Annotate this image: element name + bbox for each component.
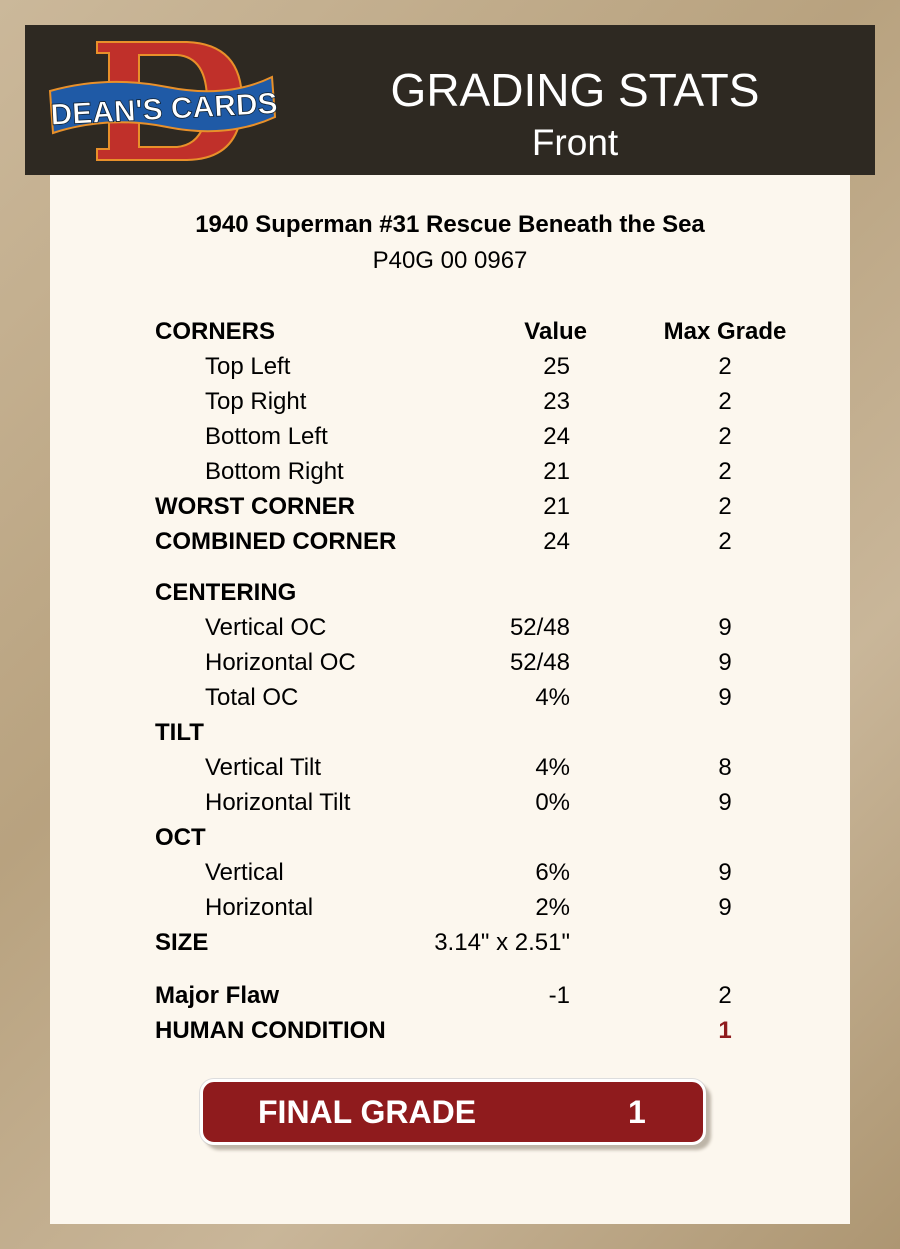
card-title: 1940 Superman #31 Rescue Beneath the Sea <box>195 211 705 238</box>
stat-label: Major Flaw <box>155 982 280 1009</box>
stat-label: Vertical OC <box>205 614 327 641</box>
stat-value: 21 <box>543 493 570 520</box>
stat-label: Horizontal OC <box>205 649 356 676</box>
stat-row <box>155 349 815 384</box>
stat-row <box>155 715 815 750</box>
stat-label: COMBINED CORNER <box>155 528 397 555</box>
stat-label: Bottom Left <box>205 423 328 450</box>
stat-value: 6% <box>535 859 570 886</box>
stat-max-grade: 9 <box>718 894 732 921</box>
stat-label: OCT <box>155 824 206 851</box>
stat-label: Top Left <box>205 353 291 380</box>
stat-max-grade: Max Grade <box>663 318 787 345</box>
stat-label: Bottom Right <box>205 458 344 485</box>
stat-value: 3.14" x 2.51" <box>434 929 570 956</box>
stat-row <box>155 855 815 890</box>
svg-text:DEAN'S CARDS: DEAN'S CARDS <box>49 87 279 132</box>
stat-max-grade: 2 <box>718 388 732 415</box>
stat-row <box>155 575 815 610</box>
stat-max-grade: 1 <box>718 1017 732 1044</box>
stat-label: HUMAN CONDITION <box>155 1017 386 1044</box>
stat-max-grade: 9 <box>718 859 732 886</box>
stat-row <box>155 890 815 925</box>
stat-max-grade: 2 <box>718 423 732 450</box>
stat-value: 4% <box>535 754 570 781</box>
card-id: P40G 00 0967 <box>372 247 528 274</box>
deans-cards-logo <box>47 39 282 163</box>
header <box>25 25 875 175</box>
stat-max-grade: 8 <box>718 754 732 781</box>
stat-value: 24 <box>543 423 570 450</box>
stat-value: 21 <box>543 458 570 485</box>
page-title: GRADING STATS <box>390 64 760 116</box>
stat-row <box>155 314 815 349</box>
stat-row <box>155 610 815 645</box>
stat-label: Horizontal <box>205 894 314 921</box>
stat-label: SIZE <box>155 929 209 956</box>
stat-row <box>155 820 815 855</box>
stat-label: TILT <box>155 719 204 746</box>
stat-value: 25 <box>543 353 570 380</box>
stat-label: Total OC <box>205 684 299 711</box>
stat-row <box>155 645 815 680</box>
stat-max-grade: 2 <box>718 528 732 555</box>
stat-row <box>155 384 815 419</box>
stat-row <box>155 925 815 960</box>
stats-card <box>50 175 850 1224</box>
stat-max-grade: 2 <box>718 982 732 1009</box>
stat-label: CENTERING <box>155 579 297 606</box>
stat-value: 52/48 <box>509 614 570 641</box>
stat-row <box>155 750 815 785</box>
stat-value: -1 <box>548 982 570 1009</box>
stat-max-grade: 2 <box>718 458 732 485</box>
stat-label: Top Right <box>205 388 307 415</box>
stat-value: 4% <box>535 684 570 711</box>
stat-value: Value <box>524 318 587 345</box>
stat-row <box>155 489 815 524</box>
stat-row <box>155 785 815 820</box>
stat-row <box>155 680 815 715</box>
stat-max-grade: 9 <box>718 614 732 641</box>
stat-label: Horizontal Tilt <box>205 789 351 816</box>
stat-label: Vertical Tilt <box>205 754 322 781</box>
stat-value: 52/48 <box>509 649 570 676</box>
stat-value: 23 <box>543 388 570 415</box>
stat-row <box>155 419 815 454</box>
stat-value: 0% <box>535 789 570 816</box>
stat-value: 24 <box>543 528 570 555</box>
stats-table <box>155 314 815 1048</box>
page-subtitle: Front <box>531 122 619 163</box>
stat-max-grade: 2 <box>718 353 732 380</box>
final-grade-badge <box>200 1079 706 1145</box>
stat-max-grade: 9 <box>718 649 732 676</box>
stat-max-grade: 9 <box>718 789 732 816</box>
stat-label: WORST CORNER <box>155 493 355 520</box>
stat-row <box>155 1013 815 1048</box>
stat-row <box>155 978 815 1013</box>
stat-row <box>155 524 815 559</box>
stat-row <box>155 454 815 489</box>
final-grade-value: 1 <box>628 1094 646 1130</box>
stat-label: Vertical <box>205 859 284 886</box>
final-grade-label: FINAL GRADE <box>258 1094 477 1130</box>
stat-max-grade: 2 <box>718 493 732 520</box>
stat-max-grade: 9 <box>718 684 732 711</box>
stat-label: CORNERS <box>155 318 276 345</box>
stat-value: 2% <box>535 894 570 921</box>
